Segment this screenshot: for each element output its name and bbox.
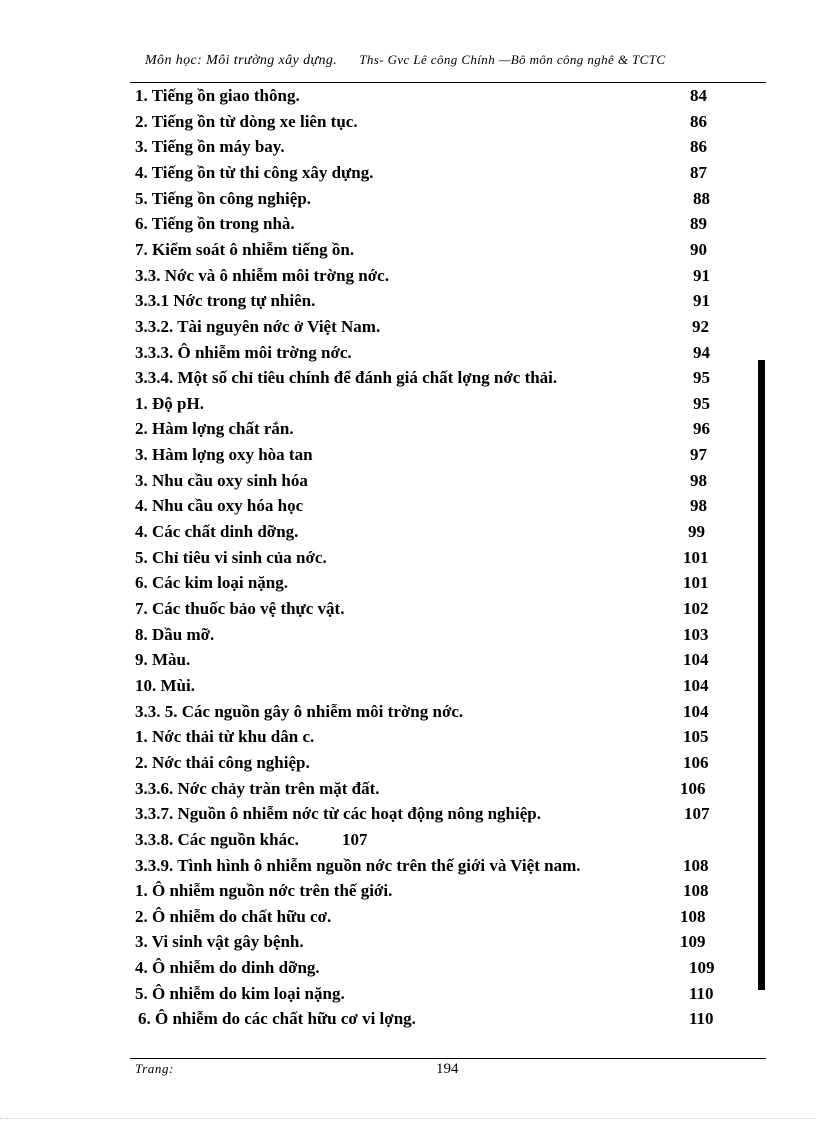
toc-entry	[0, 981, 816, 1006]
toc-entry	[0, 160, 816, 185]
toc-entry-page: 101	[683, 573, 709, 592]
toc-entry	[0, 904, 816, 929]
toc-entry-title: 2. Tiếng ồn từ dòng xe liên tục.	[135, 112, 358, 131]
toc-entry-page: 102	[683, 599, 709, 618]
toc-entry-title: 3.3. Nớc và ô nhiễm môi trờng nớc.	[135, 266, 389, 285]
toc-entry-title: 1. Ô nhiễm nguồn nớc trên thế giới.	[135, 881, 393, 900]
toc-entry	[0, 853, 816, 878]
toc-entry-title: 3. Vi sinh vật gây bệnh.	[135, 932, 304, 951]
toc-entry	[0, 186, 816, 211]
toc-entry-page: 89	[690, 214, 707, 233]
toc-entry-title: 2. Hàm lợng chất rắn.	[135, 419, 294, 438]
toc-entry-title: 3.3.1 Nớc trong tự nhiên.	[135, 291, 316, 310]
margin-bar	[758, 360, 765, 990]
toc-entry-title: 3.3.8. Các nguồn khác.	[135, 830, 299, 849]
toc-entry	[0, 570, 816, 595]
toc-entry	[0, 929, 816, 954]
toc-entry-title: 3.3.7. Nguồn ô nhiễm nớc từ các hoạt động nông nghiệp.	[135, 804, 541, 823]
toc-entry-page: 104	[683, 702, 709, 721]
toc-entry-title: 3.3.6. Nớc chảy tràn trên mặt đất.	[135, 779, 380, 798]
toc-entry-page: 91	[693, 291, 710, 310]
toc-entry-title: 5. Chỉ tiêu vi sinh của nớc.	[135, 548, 327, 567]
toc-entry	[0, 673, 816, 698]
toc-entry-title: 8. Dầu mỡ.	[135, 625, 215, 644]
toc-entry-title: 6. Các kim loại nặng.	[135, 573, 289, 592]
toc-entry-page: 90	[690, 240, 707, 259]
toc-entry	[0, 776, 816, 801]
toc-entry-page: 88	[693, 189, 710, 208]
toc-entry	[0, 314, 816, 339]
toc-entry	[0, 416, 816, 441]
toc-entry-title: 3. Hàm lợng oxy hòa tan	[135, 445, 313, 464]
toc-entry-title: 3.3.2. Tài nguyên nớc ở Việt Nam.	[135, 317, 381, 336]
toc-entry-page: 94	[693, 343, 710, 362]
toc-entry	[0, 391, 816, 416]
toc-entry-title: 4. Tiếng ồn từ thi công xây dựng.	[135, 163, 374, 182]
toc-entry-title: 7. Kiểm soát ô nhiễm tiếng ồn.	[135, 240, 355, 259]
toc-entry-page: 106	[683, 753, 709, 772]
toc-entry-page: 104	[683, 676, 709, 695]
toc-entry	[0, 134, 816, 159]
toc-entry	[0, 83, 816, 108]
toc-entry	[0, 827, 816, 852]
toc-entry	[0, 596, 816, 621]
toc-entry	[0, 493, 816, 518]
toc-entry	[0, 545, 816, 570]
toc-entry-page: 96	[693, 419, 710, 438]
toc-entry	[0, 365, 816, 390]
toc-entry	[0, 340, 816, 365]
toc-entry-title: 2. Nớc thải công nghiệp.	[135, 753, 310, 772]
toc-entry-title: 1. Tiếng ồn giao thông.	[135, 86, 300, 105]
toc-entry	[0, 1006, 816, 1031]
toc-entry-title: 3. Nhu cầu oxy sinh hóa	[135, 471, 308, 490]
toc-entry-page: 98	[690, 496, 707, 515]
footer-label: Trang:	[135, 1061, 175, 1076]
toc-entry-page: 91	[693, 266, 710, 285]
page-header	[145, 52, 745, 69]
footer-rule	[130, 1058, 766, 1059]
toc-entry	[0, 442, 816, 467]
toc-entry-page: 84	[690, 86, 707, 105]
toc-entry-title: 5. Ô nhiễm do kim loại nặng.	[135, 984, 345, 1003]
toc-entry	[0, 109, 816, 134]
toc-entry-title: 6. Tiếng ồn trong nhà.	[135, 214, 295, 233]
author-line: Ths- Gvc Lê công Chính —Bô môn công nghê & TCTC	[359, 52, 666, 67]
toc-entry	[0, 519, 816, 544]
toc-entry-title: 3.3.9. Tình hình ô nhiễm nguồn nớc trên thế giới và Việt nam.	[135, 856, 581, 875]
toc-entry-page: 108	[683, 856, 709, 875]
toc-entry-page: 103	[683, 625, 709, 644]
toc-entry-page: 87	[690, 163, 707, 182]
toc-entry-title: 5. Tiếng ồn công nghiệp.	[135, 189, 312, 208]
toc-entry	[0, 724, 816, 749]
toc-entry-page: 104	[683, 650, 709, 669]
toc-entry-title: 1. Độ pH.	[135, 394, 204, 413]
toc-entry-title: 2. Ô nhiễm do chất hữu cơ.	[135, 907, 332, 926]
page-edge	[0, 1118, 816, 1119]
toc-entry	[0, 699, 816, 724]
toc-entry-page: 86	[690, 137, 707, 156]
toc-entry-page: 99	[688, 522, 705, 541]
toc-entry-title: 4. Các chất dinh dỡng.	[135, 522, 299, 541]
toc-entry-title: 9. Màu.	[135, 650, 191, 669]
toc-entry-title: 3.3.4. Một số chỉ tiêu chính để đánh giá chất lợng nớc thải.	[135, 368, 558, 387]
toc-entry-page: 95	[693, 394, 710, 413]
toc-entry-page: 109	[689, 958, 715, 977]
toc-entry-title: 3.3.3. Ô nhiễm môi trờng nớc.	[135, 343, 352, 362]
toc-entry-title: 10. Mùi.	[135, 676, 195, 695]
course-title: Môn học: Môi trường xây dựng.	[145, 53, 338, 68]
toc-entry	[0, 211, 816, 236]
toc-entry-page: 95	[693, 368, 710, 387]
toc-entry	[0, 468, 816, 493]
toc-entry-title: 3. Tiếng ồn máy bay.	[135, 137, 285, 156]
toc-entry	[0, 263, 816, 288]
toc-entry	[0, 288, 816, 313]
toc-entry-title: 7. Các thuốc bảo vệ thực vật.	[135, 599, 345, 618]
toc-entry	[0, 878, 816, 903]
toc-entry-page: 109	[680, 932, 706, 951]
page-number: 194	[436, 1061, 459, 1077]
toc-entry	[0, 237, 816, 262]
toc-entry-page: 107	[342, 830, 368, 849]
toc-entry	[0, 622, 816, 647]
toc-entry-page: 98	[690, 471, 707, 490]
toc-entry-page: 97	[690, 445, 707, 464]
toc-entry-title: 1. Nớc thải từ khu dân c.	[135, 727, 315, 746]
toc-entry-page: 105	[683, 727, 709, 746]
toc-entry	[0, 750, 816, 775]
toc-entry-page: 110	[689, 984, 714, 1003]
toc-entry-page: 110	[689, 1009, 714, 1028]
toc-entry-page: 92	[692, 317, 709, 336]
toc-entry-page: 101	[683, 548, 709, 567]
toc-entry-page: 108	[680, 907, 706, 926]
toc-entry-page: 107	[684, 804, 710, 823]
toc-entry-title: 3.3. 5. Các nguồn gây ô nhiễm môi trờng nớc.	[135, 702, 464, 721]
toc-entry	[0, 647, 816, 672]
toc-entry-title: 6. Ô nhiễm do các chất hữu cơ vi lợng.	[138, 1009, 416, 1028]
toc-entry-page: 86	[690, 112, 707, 131]
toc-entry	[0, 801, 816, 826]
toc-entry	[0, 955, 816, 980]
toc-entry-title: 4. Ô nhiễm do dinh dỡng.	[135, 958, 320, 977]
toc-entry-page: 106	[680, 779, 706, 798]
toc-entry-title: 4. Nhu cầu oxy hóa học	[135, 496, 304, 515]
toc-entry-page: 108	[683, 881, 709, 900]
